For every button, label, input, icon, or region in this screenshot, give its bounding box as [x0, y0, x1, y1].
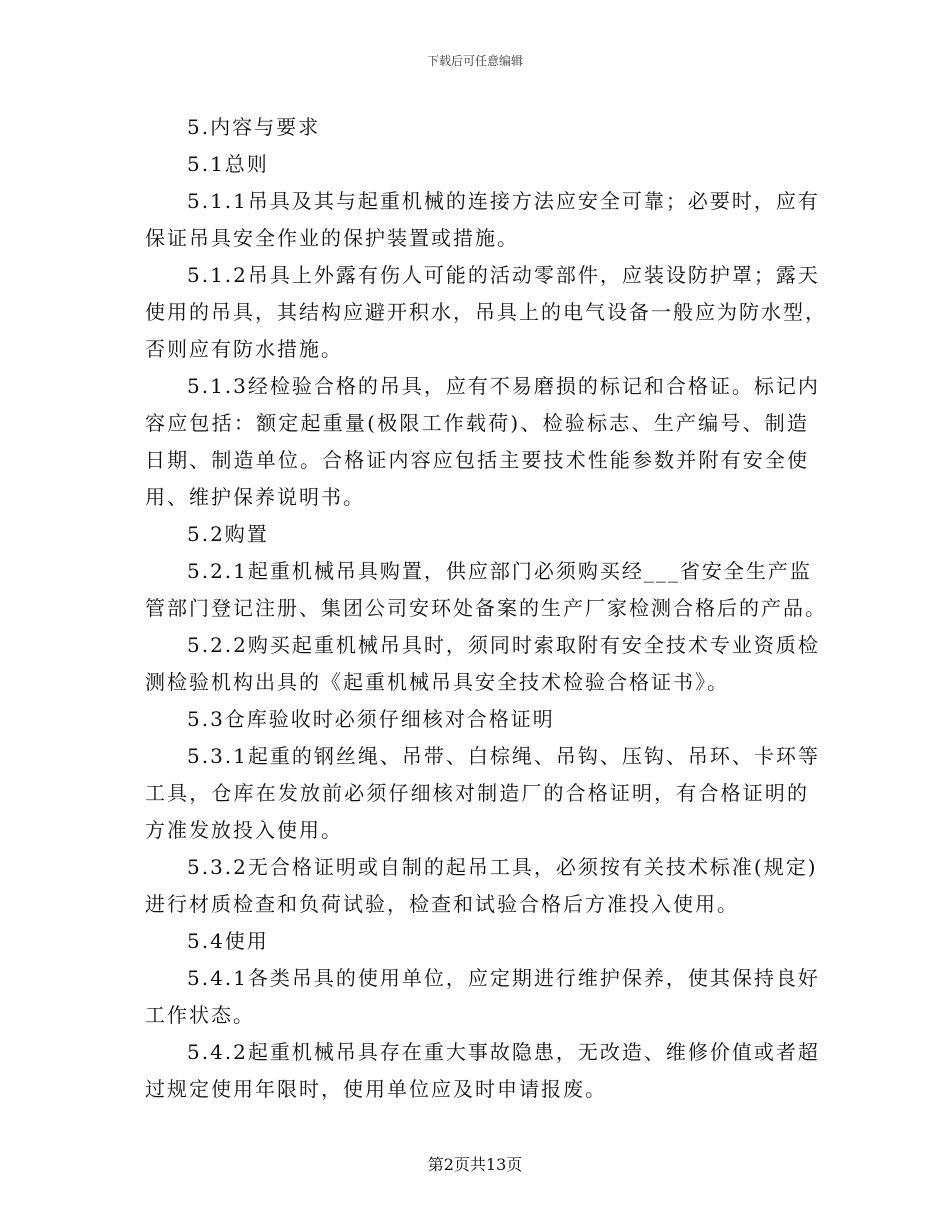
text-line: 5.2.1起重机械吊具购置，供应部门必须购买经___省安全生产监: [187, 559, 812, 583]
heading-content-requirements: [145, 109, 809, 146]
heading-general: [145, 146, 809, 183]
clause-5-3-2: [145, 849, 818, 923]
text-line: 5.2购置: [187, 522, 269, 546]
text-line: 5.4.2起重机械吊具存在重大事故隐患，无改造、维修价值或者超: [187, 1040, 820, 1064]
clause-5-1-1: [145, 183, 820, 257]
heading-purchase: [145, 516, 809, 553]
text-line: 过规定使用年限时，使用单位应及时申请报废。: [145, 1077, 607, 1101]
page-number: 第2页共13页: [427, 1155, 523, 1174]
clause-5-1-3: [145, 368, 820, 516]
text-line: 日期、制造单位。合格证内容应包括主要技术性能参数并附有安全使: [145, 448, 809, 472]
clause-5-3-1: [145, 738, 820, 849]
text-line: 容应包括：额定起重量(极限工作载荷)、检验标志、生产编号、制造: [145, 411, 809, 435]
text-line: 工作状态。: [145, 1003, 255, 1027]
text-line: 5.1总则: [187, 152, 269, 176]
text-line: 5.内容与要求: [187, 115, 321, 139]
clause-5-2-1: [145, 553, 827, 627]
clause-5-1-2: [145, 257, 827, 368]
text-line: 5.2.2购买起重机械吊具时，须同时索取附有安全技术专业资质检: [187, 633, 820, 657]
clause-5-2-2: [145, 627, 820, 701]
text-line: 5.3.1起重的钢丝绳、吊带、白棕绳、吊钩、压钩、吊环、卡环等: [187, 744, 820, 768]
header-note: 下载后可任意编辑: [426, 54, 523, 68]
text-line: 使用的吊具，其结构应避开积水，吊具上的电气设备一般应为防水型，: [145, 300, 827, 324]
text-line: 方准发放投入使用。: [145, 818, 343, 842]
text-line: 5.3.2无合格证明或自制的起吊工具，必须按有关技术标准(规定): [187, 855, 818, 879]
heading-warehouse-check: [145, 701, 809, 738]
text-line: 5.4使用: [187, 929, 269, 953]
heading-use: [145, 923, 809, 960]
text-line: 管部门登记注册、集团公司安环处备案的生产厂家检测合格后的产品。: [145, 596, 827, 620]
document-body: [145, 109, 827, 1108]
text-line: 5.1.2吊具上外露有伤人可能的活动零部件，应装设防护罩；露天: [187, 263, 820, 287]
text-line: 5.4.1各类吊具的使用单位，应定期进行维护保养，使其保持良好: [187, 966, 820, 990]
clause-5-4-2: [145, 1034, 820, 1108]
text-line: 进行材质检查和负荷试验，检查和试验合格后方准投入使用。: [145, 892, 739, 916]
text-line: 测检验机构出具的《起重机械吊具安全技术检验合格证书》。: [145, 670, 729, 694]
text-line: 保证吊具安全作业的保护装置或措施。: [145, 226, 519, 250]
text-line: 否则应有防水措施。: [145, 337, 343, 361]
text-line: 5.1.3经检验合格的吊具，应有不易磨损的标记和合格证。标记内: [187, 374, 820, 398]
text-line: 5.3仓库验收时必须仔细核对合格证明: [187, 707, 555, 731]
text-line: 用、维护保养说明书。: [145, 485, 365, 509]
text-line: 工具，仓库在发放前必须仔细核对制造厂的合格证明，有合格证明的: [145, 781, 809, 805]
text-line: 5.1.1吊具及其与起重机械的连接方法应安全可靠；必要时，应有: [187, 189, 820, 213]
clause-5-4-1: [145, 960, 820, 1034]
